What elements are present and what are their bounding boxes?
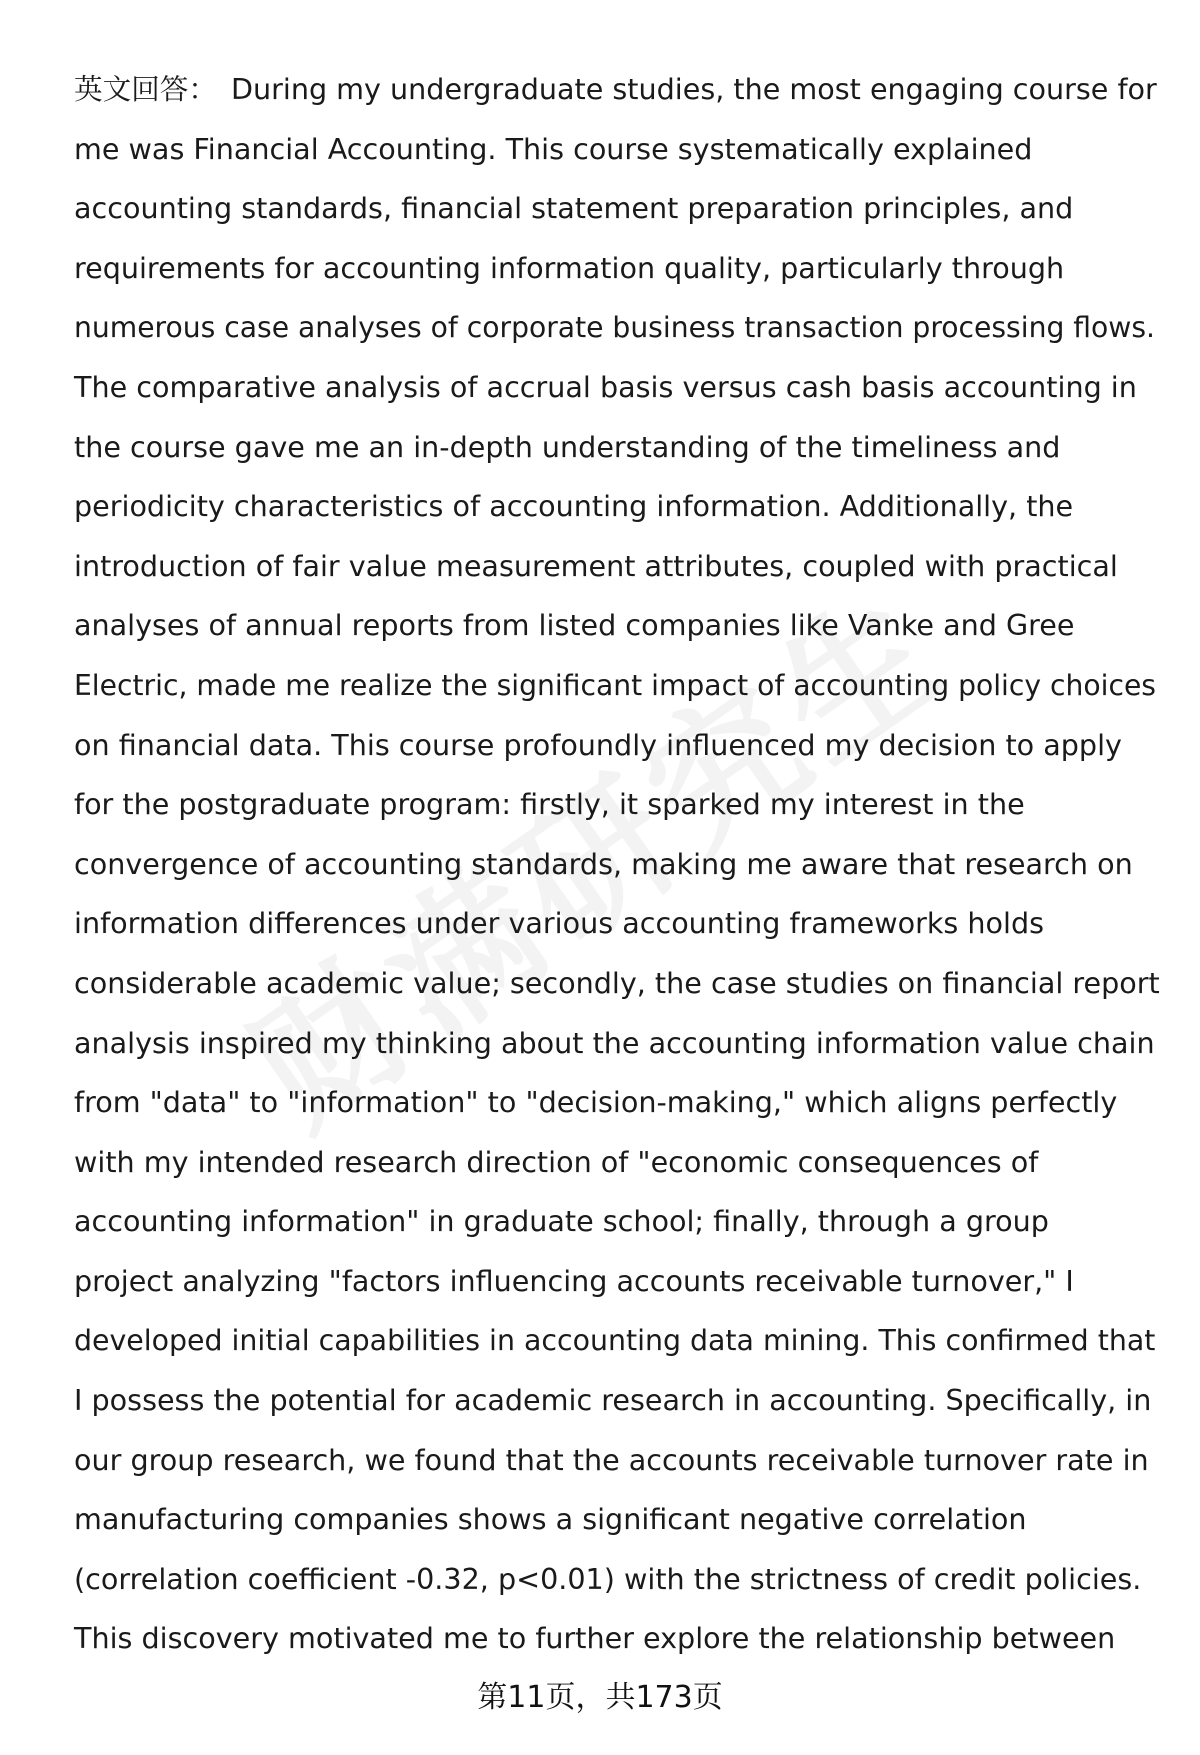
paragraph-line: accounting standards, financial statement preparation principles, and: [74, 191, 1074, 226]
page-number: 第11页，共173页: [477, 1680, 723, 1715]
paragraph-line: project analyzing "factors influencing accounts receivable turnover," I: [74, 1263, 1074, 1298]
paragraph-line: manufacturing companies shows a significant negative correlation: [74, 1502, 1027, 1537]
paragraph-line: the course gave me an in-depth understanding of the timeliness and: [74, 429, 1061, 464]
answer-paragraph: [74, 60, 1160, 1669]
paragraph-line: This discovery motivated me to further explore the relationship between: [74, 1621, 1116, 1656]
paragraph-line: considerable academic value; secondly, the case studies on financial report: [74, 965, 1160, 1000]
paragraph-line: convergence of accounting standards, making me aware that research on: [74, 846, 1133, 881]
paragraph-line: analyses of annual reports from listed companies like Vanke and Gree: [74, 608, 1075, 643]
paragraph-line: numerous case analyses of corporate business transaction processing flows.: [74, 311, 1155, 345]
paragraph-line: (correlation coefficient -0.32, p<0.01) with the strictness of credit policies.: [74, 1561, 1142, 1596]
paragraph-line: I possess the potential for academic research in accounting. Specifically, in: [74, 1383, 1152, 1418]
paragraph-line: requirements for accounting information quality, particularly through: [74, 250, 1065, 285]
paragraph-line: from "data" to "information" to "decision-making," which aligns perfectly: [74, 1085, 1118, 1120]
paragraph-line: Electric, made me realize the significant impact of accounting policy choices: [74, 668, 1156, 702]
paragraph-line: on financial data. This course profoundly influenced my decision to apply: [74, 727, 1122, 762]
paragraph-line: periodicity characteristics of accounting information. Additionally, the: [74, 489, 1074, 524]
paragraph-line: our group research, we found that the accounts receivable turnover rate in: [74, 1442, 1149, 1477]
paragraph-line: for the postgraduate program: firstly, it sparked my interest in the: [74, 787, 1025, 822]
answer-label: 英文回答：: [74, 72, 217, 106]
paragraph-line: accounting information" in graduate school; finally, through a group: [74, 1204, 1049, 1239]
paragraph-line: analysis inspired my thinking about the accounting information value chain: [74, 1025, 1155, 1060]
paragraph-line: developed initial capabilities in accounting data mining. This confirmed that: [74, 1324, 1156, 1358]
paragraph-line: with my intended research direction of "economic consequences of: [74, 1144, 1039, 1179]
paragraph-line: me was Financial Accounting. This course systematically explained: [74, 131, 1033, 166]
paragraph-line: introduction of fair value measurement attributes, coupled with practical: [74, 548, 1118, 583]
paragraph-line: information differences under various accounting frameworks holds: [74, 906, 1045, 941]
paragraph-line: The comparative analysis of accrual basis versus cash basis accounting in: [74, 369, 1137, 404]
paragraph-line: [74, 60, 1160, 120]
line-text: During my undergraduate studies, the most engaging course for: [230, 72, 1157, 106]
